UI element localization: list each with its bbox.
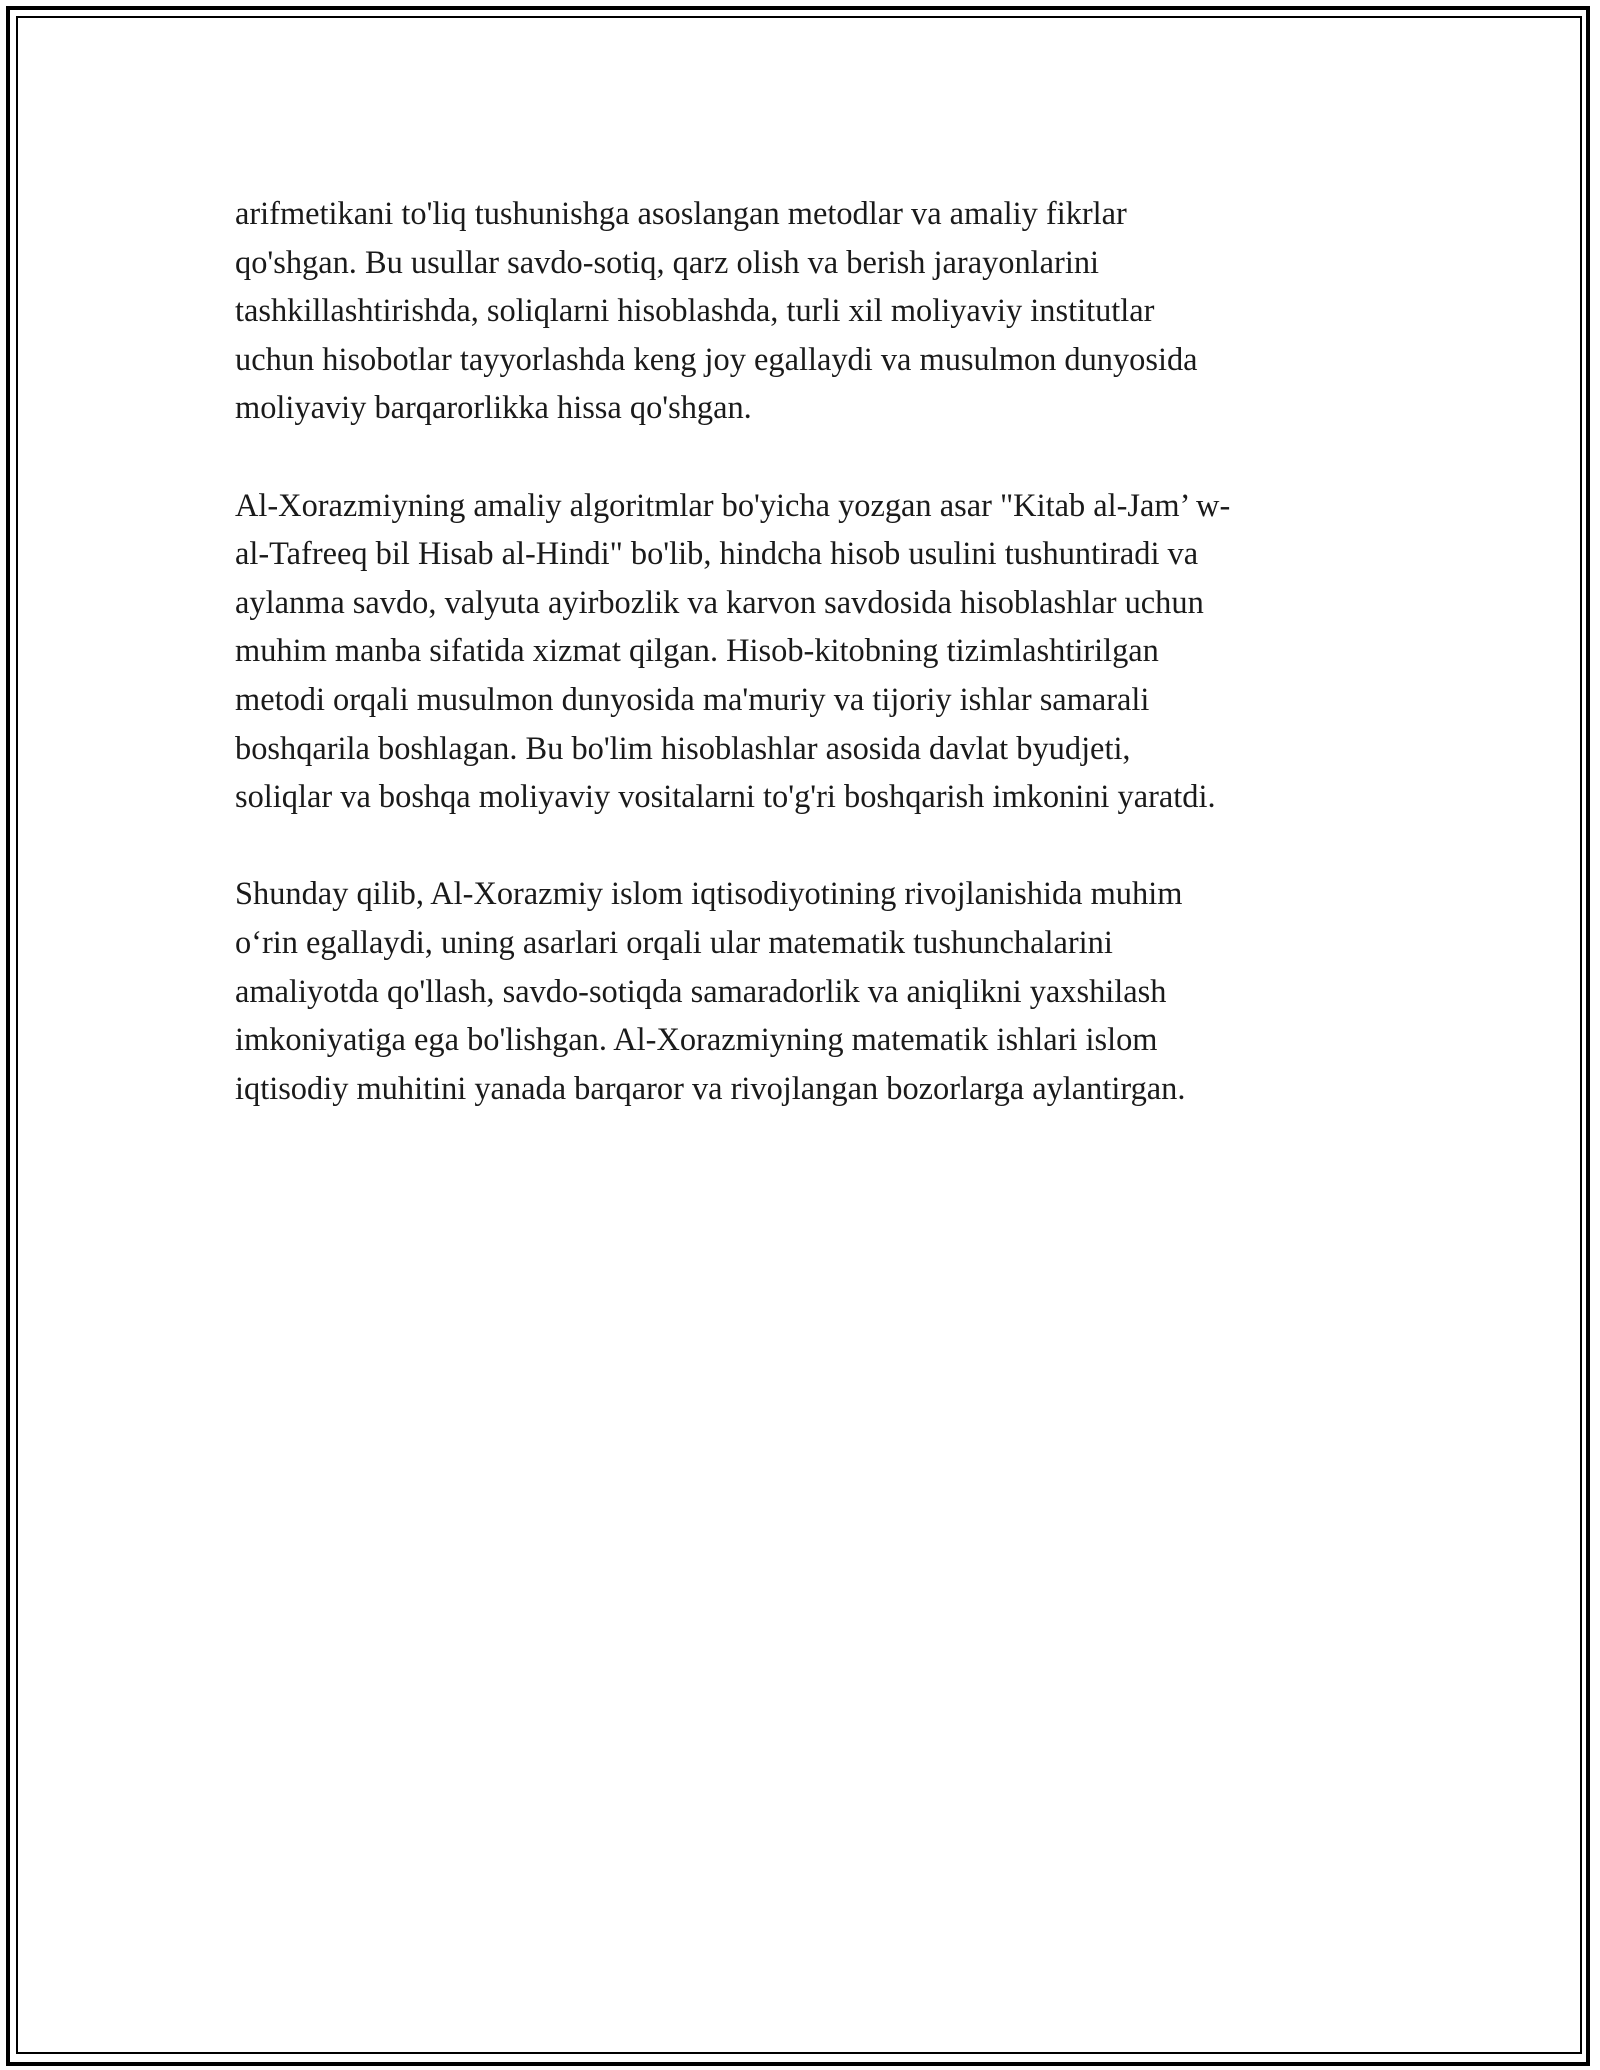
paragraph-line: Shunday qilib, Al-Xorazmiy islom iqtisodiyotining rivojlanishida muhim — [235, 876, 1183, 913]
paragraph-2 — [235, 482, 1375, 822]
paragraph-line: al-Tafreeq bil Hisab al-Hindi" bo'lib, hindcha hisob usulini tushuntiradi va — [235, 536, 1199, 573]
paragraph-line: o‘rin egallaydi, uning asarlari orqali ular matematik tushunchalarini — [235, 924, 1113, 961]
paragraph-line: uchun hisobotlar tayyorlashda keng joy egallaydi va musulmon dunyosida — [235, 341, 1198, 378]
paragraph-line: moliyaviy barqarorlikka hissa qo'shgan. — [235, 390, 752, 427]
paragraph-line: boshqarila boshlagan. Bu bo'lim hisoblashlar asosida davlat byudjeti, — [235, 730, 1131, 767]
paragraph-line: soliqlar va boshqa moliyaviy vositalarni to'g'ri boshqarish imkonini yaratdi. — [235, 779, 1216, 816]
document-body — [235, 190, 1375, 1162]
paragraph-line: imkoniyatiga ega bo'lishgan. Al-Xorazmiyning matematik ishlari islom — [235, 1022, 1158, 1059]
paragraph-1 — [235, 190, 1375, 433]
paragraph-line: muhim manba sifatida xizmat qilgan. Hisob-kitobning tizimlashtirilgan — [235, 633, 1159, 670]
paragraph-line: Al-Xorazmiyning amaliy algoritmlar bo'yicha yozgan asar "Kitab al-Jam’ w- — [235, 487, 1231, 524]
paragraph-line: aylanma savdo, valyuta ayirbozlik va karvon savdosida hisoblashlar uchun — [235, 584, 1204, 621]
paragraph-line: metodi orqali musulmon dunyosida ma'muriy va tijoriy ishlar samarali — [235, 681, 1150, 718]
paragraph-line: iqtisodiy muhitini yanada barqaror va rivojlangan bozorlarga aylantirgan. — [235, 1070, 1186, 1107]
paragraph-line: tashkillashtirishda, soliqlarni hisoblashda, turli xil moliyaviy institutlar — [235, 293, 1155, 330]
paragraph-3 — [235, 870, 1375, 1113]
paragraph-line: arifmetikani to'liq tushunishga asoslangan metodlar va amaliy fikrlar — [235, 196, 1127, 232]
paragraph-line: qo'shgan. Bu usullar savdo-sotiq, qarz olish va berish jarayonlarini — [235, 244, 1100, 281]
paragraph-line: amaliyotda qo'llash, savdo-sotiqda samaradorlik va aniqlikni yaxshilash — [235, 973, 1167, 1010]
